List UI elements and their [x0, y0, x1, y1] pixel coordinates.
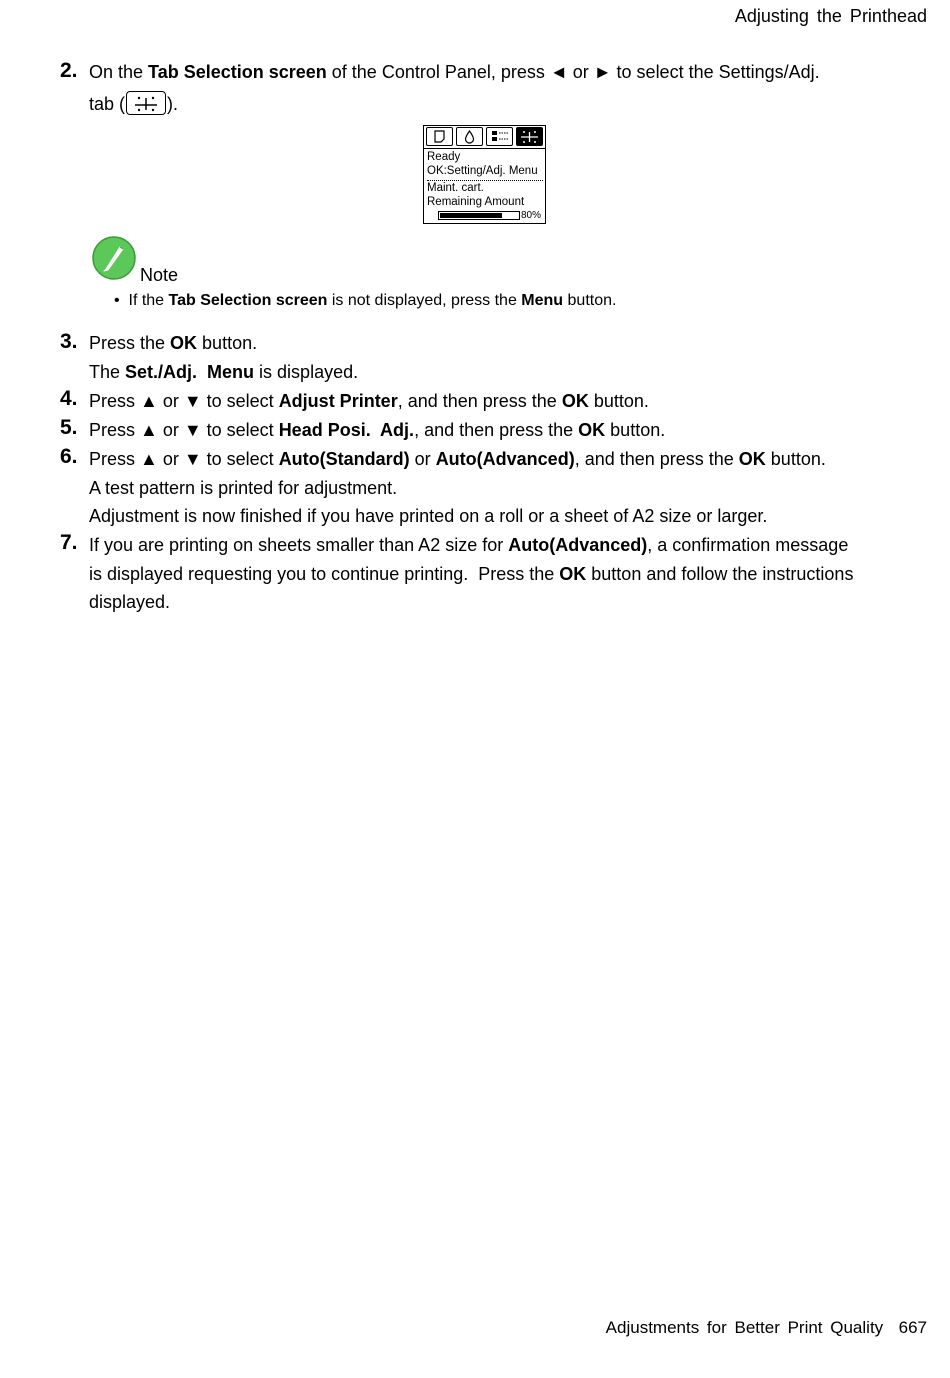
- paper-tab-icon: [426, 127, 453, 146]
- note-bullet: • If the Tab Selection screen is not displayed, press the Menu button.: [114, 292, 617, 309]
- step-5-line-1: Press ▲ or ▼ to select Head Posi. Adj., and then press the OK button.: [89, 420, 666, 440]
- remaining-amount-bar: [438, 211, 520, 220]
- step-6-line-1: Press ▲ or ▼ to select Auto(Standard) or Auto(Advanced), and then press the OK button.: [89, 449, 826, 469]
- page-number: 667: [898, 1318, 927, 1337]
- lcd-tab-row: [426, 127, 543, 147]
- page-footer: [606, 1318, 927, 1338]
- lcd-menu-hint: OK:Setting/Adj. Menu: [427, 165, 538, 177]
- lcd-dotted-divider: [427, 180, 543, 181]
- note-pencil-icon: [92, 236, 136, 280]
- step-5-number: 5.: [60, 416, 78, 439]
- running-header: Adjusting the Printhead: [734, 6, 927, 26]
- step-6-line-3: Adjustment is now finished if you have printed on a roll or a sheet of A2 size or larger.: [89, 506, 768, 526]
- remaining-amount-fill: [440, 213, 502, 218]
- settings-adj-tab-icon: [126, 91, 166, 115]
- lcd-maint-cart-label: Maint. cart.: [427, 182, 484, 194]
- step-3-line-2: The Set./Adj. Menu is displayed.: [89, 362, 359, 382]
- step-7-line-2: is displayed requesting you to continue printing. Press the OK button and follow the instructions: [89, 564, 854, 584]
- note-label: Note: [140, 265, 179, 285]
- lcd-divider: [424, 148, 545, 149]
- step-6-number: 6.: [60, 445, 78, 468]
- step-7-line-3: displayed.: [89, 592, 171, 612]
- step-2-number: 2.: [60, 59, 78, 82]
- job-tab-icon: [486, 127, 513, 146]
- remaining-amount-percent: 80%: [521, 210, 542, 221]
- settings-adj-tab-icon: [516, 127, 543, 146]
- step-2-line-2: tab ( ).: [89, 91, 178, 115]
- step-4-number: 4.: [60, 387, 78, 410]
- step-4-line-1: Press ▲ or ▼ to select Adjust Printer, and then press the OK button.: [89, 391, 649, 411]
- lcd-remaining-label: Remaining Amount: [427, 196, 525, 208]
- step-3-number: 3.: [60, 330, 78, 353]
- control-panel-lcd: [423, 125, 546, 224]
- step-3-line-1: Press the OK button.: [89, 333, 258, 353]
- step-7-line-1: If you are printing on sheets smaller than A2 size for Auto(Advanced), a confirmation message: [89, 535, 849, 555]
- ink-tab-icon: [456, 127, 483, 146]
- step-7-number: 7.: [60, 531, 78, 554]
- step-6-line-2: A test pattern is printed for adjustment.: [89, 478, 398, 498]
- step-2-line-1: On the Tab Selection screen of the Control Panel, press ◄ or ► to select the Settings/Adj.: [89, 62, 820, 82]
- footer-section-title: Adjustments for Better Print Quality: [605, 1318, 884, 1337]
- lcd-status-text: Ready: [427, 151, 461, 163]
